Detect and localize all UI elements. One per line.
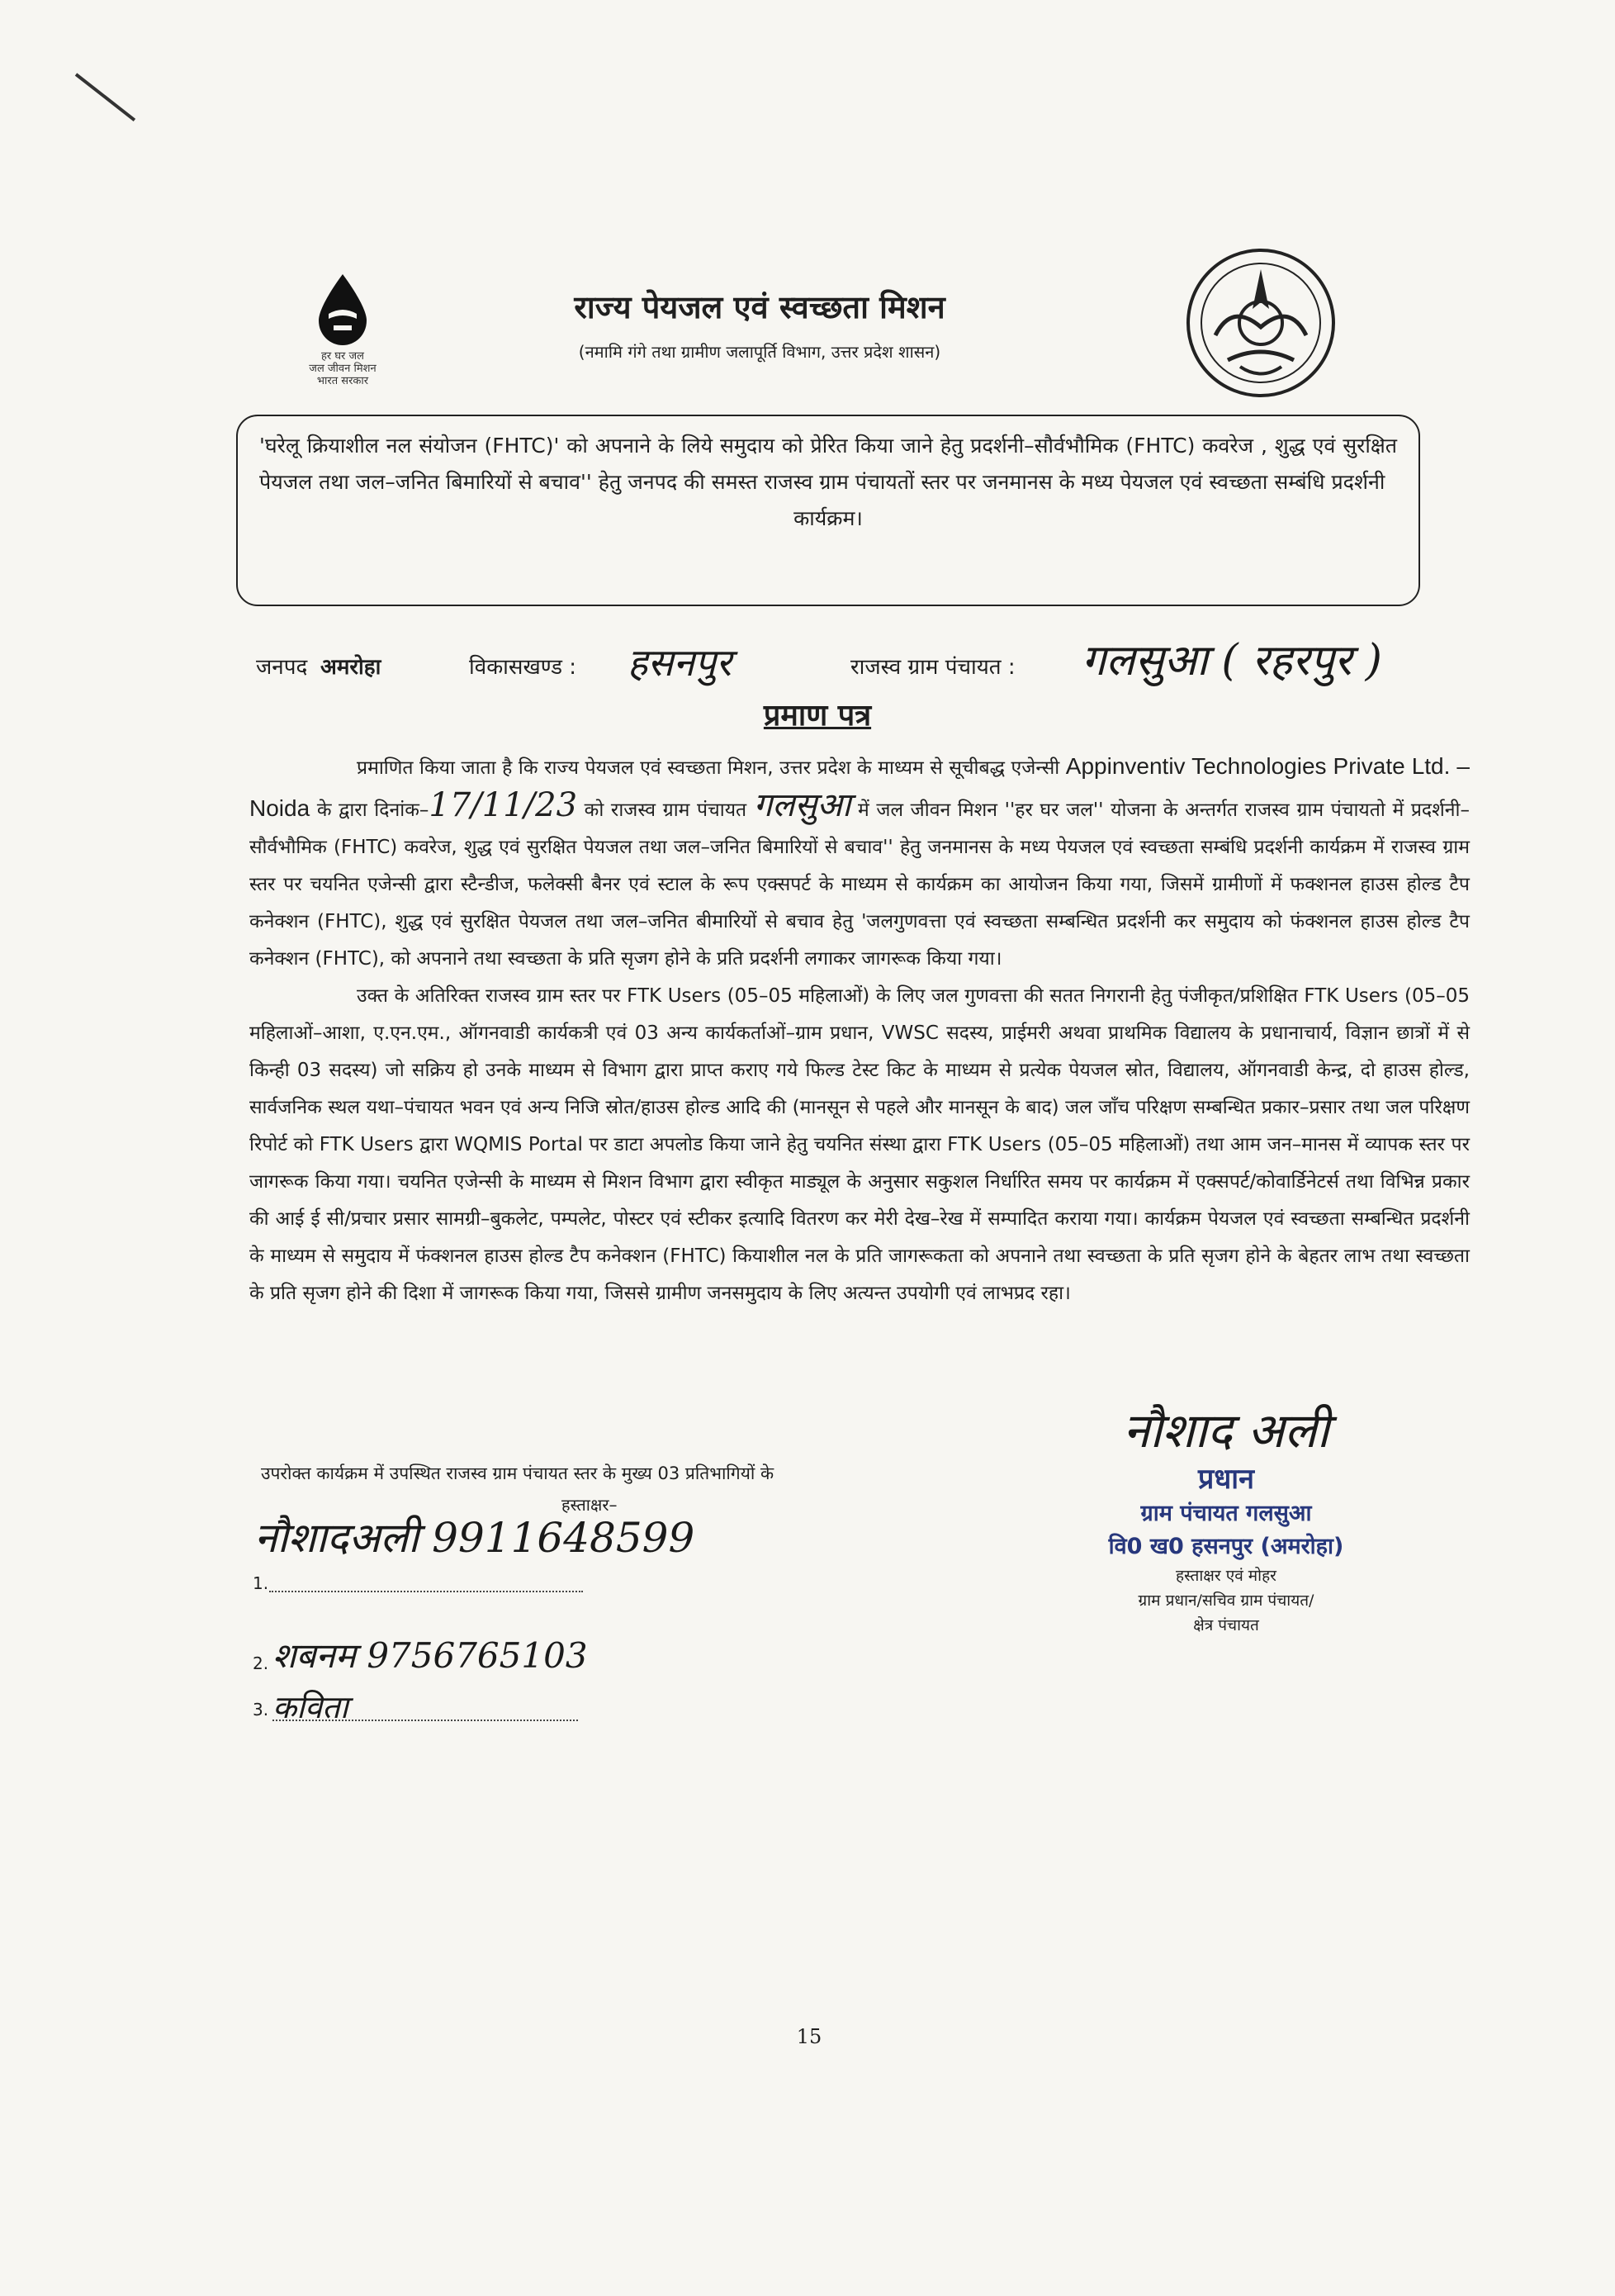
participant-3-line [272, 1720, 578, 1721]
jal-jeevan-mission-logo [281, 273, 405, 387]
pradhan-signature: नौशाद अली [1123, 1402, 1329, 1459]
stamp-sign-label: हस्ताक्षर एवं मोहर [1176, 1567, 1276, 1585]
participant-1-number: 1. [253, 1573, 269, 1593]
topic-text-end: कार्यक्रम। [793, 506, 863, 530]
block-value: हसनपुर [628, 640, 732, 685]
block-label: विकासखण्ड : [469, 655, 577, 680]
participant-2-signature: शबनम 9756765103 [272, 1635, 588, 1676]
participant-1-line [269, 1591, 583, 1592]
stamp-role-2: क्षेत्र पंचायत [1193, 1616, 1259, 1634]
header-subtitle: (नमामि गंगे तथा ग्रामीण जलापूर्ति विभाग, उत्तर प्रदेश शासन) [578, 342, 941, 362]
p1-part-a: प्रमाणित किया जाता है कि राज्य पेयजल एवं स्वच्छता मिशन, उत्तर प्रदेश के माध्यम से सूचीबद्ध एजेन्सी [357, 757, 1060, 779]
stamp-panchayat: ग्राम पंचायत गलसुआ [1140, 1501, 1312, 1526]
header-title: राज्य पेयजल एवं स्वच्छता मिशन [574, 288, 945, 325]
certificate-body [249, 747, 1470, 1312]
stamp-role-1: ग्राम प्रधान/सचिव ग्राम पंचायत/ [1138, 1592, 1314, 1610]
stamp-block: वि0 ख0 हसनपुर (अमरोहा) [1108, 1534, 1344, 1559]
agency-name: Appinventiv Technologies Private Ltd. – Noida [249, 753, 1470, 821]
programme-topic-box [236, 415, 1420, 606]
paragraph-1 [249, 747, 1470, 978]
topic-text: 'घरेलू क्रियाशील नल संयोजन (FHTC)' को अपनाने के लिये समुदाय को प्रेरित किया जाने हेतु प्रदर्शनी–सौर्वभौमिक (FHTC) कवरेज , शुद्ध एवं सुरक्षित पेयजल तथा जल–जनित बिमारियों से बचाव'' हेतु जनपद की समस्त राजस्व ग्राम पंचायतों स्तर पर जनमानस के मध्य पेयजल एवं स्वच्छता सम्बंधि प्रदर्शनी [259, 434, 1397, 494]
p1-part-b: के द्वारा दिनांक– [316, 799, 429, 821]
participant-3-signature: कविता [272, 1689, 348, 1725]
stamp-designation: प्रधान [1198, 1463, 1254, 1496]
page-number: 15 [796, 2025, 822, 2048]
p1-part-c: को राजस्व ग्राम पंचायत [584, 799, 747, 821]
panchayat-value: गलसुआ ( रहरपुर ) [1082, 636, 1382, 685]
participants-label: उपरोक्त कार्यक्रम में उपस्थित राजस्व ग्राम पंचायत स्तर के मुख्य 03 प्रतिभागियों के [261, 1463, 774, 1483]
district-value: अमरोहा [320, 655, 381, 680]
certificate-title: प्रमाण पत्र [763, 698, 872, 733]
logo-caption-3: भारत सरकार [316, 375, 369, 387]
district-label: जनपद [256, 655, 308, 680]
pradhan-stamp [1040, 1396, 1412, 1638]
water-drop-icon [314, 273, 372, 347]
logo-caption-1: हर घर जल [321, 350, 364, 363]
participant-1-signature: नौशादअली 9911648599 [254, 1514, 695, 1562]
panchayat-label: राजस्व ग्राम पंचायत : [850, 655, 1016, 680]
staple-pin [75, 73, 135, 121]
logo-caption-2: जल जीवन मिशन [309, 363, 377, 375]
p1-part-d: में जल जीवन मिशन ''हर घर जल'' योजना के अन्तर्गत राजस्व ग्राम पंचायतो में प्रदर्शनी–सौर्वभौमिक (FHTC) कवरेज, शुद्ध एवं सुरक्षित पेयजल तथा जल–जनित बिमारियों से बचाव'' हेतु जनमानस के मध्य पेयजल एवं स्वच्छता सम्बंधि प्रदर्शनी कार्यक्रम में राजस्व ग्राम स्तर पर चयनित एजेन्सी द्वारा स्टैन्डीज, फलेक्सी बैनर एवं स्टाल के रूप एक्सपर्ट के माध्यम से कार्यक्रम का आयोजन किया गया, जिसमें ग्रामीणों में फक्शनल हाउस होल्ड टैप कनेक्शन (FHTC), शुद्ध एवं सुरक्षित पेयजल तथा जल–जनित बीमारियों से बचाव हेतु 'जलगुणवत्ता एवं स्वच्छता सम्बन्धित प्रदर्शनी कर समुदाय को फंक्शनल हाउस होल्ड टैप कनेक्शन (FHTC), को अपनाने तथा स्वच्छता के प्रति सृजग होने के प्रति प्रदर्शनी लगाकर जागरूक किया गया। [249, 799, 1470, 970]
location-row [248, 636, 1569, 702]
up-government-emblem [1182, 244, 1339, 401]
participants-signature-label: हस्ताक्षर– [561, 1495, 618, 1515]
participant-2-number: 2. [253, 1653, 269, 1673]
paragraph-2: उक्त के अतिरिक्त राजस्व ग्राम स्तर पर FTK Users (05–05 महिलाओं) के लिए जल गुणवत्ता की सतत निगरानी हेतु पंजीकृत/प्रशिक्षित FTK Users (05–05 महिलाओं–आशा, ए.एन.एम., ऑगनवाडी कार्यकत्री एवं 03 अन्य कार्यकर्ताओं–ग्राम प्रधान, VWSC सदस्य, प्राईमरी अथवा प्राथमिक विद्यालय के प्रधानाचार्य, विज्ञान छात्रों में से किन्ही 03 सदस्य) जो सक्रिय हो उनके माध्यम से विभाग द्वारा प्राप्त कराए गये फिल्ड टेस्ट किट के माध्यम से प्रत्येक पेयजल स्रोत, विद्यालय, ऑगनवाडी केन्द्र, दो हाउस होल्ड, सार्वजनिक स्थल यथा–पंचायत भवन एवं अन्य निजि स्रोत/हाउस होल्ड आदि की (मानसून से पहले और मानसून के बाद) जल जाँच परिक्षण सम्बन्धित प्रकार–प्रसार तथा जल परिक्षण रिपोर्ट को FTK Users द्वारा WQMIS Portal पर डाटा अपलोड किया जाने हेतु चयनित संस्था द्वारा FTK Users (05–05 महिलाओं) तथा आम जन–मानस में व्यापक स्तर पर जागरूक किया गया। चयनित एजेन्सी के माध्यम से मिशन विभाग द्वारा स्वीकृत माड्यूल के अनुसार सकुशल निर्धारित समय पर कार्यक्रम में एक्सपर्ट/कोवार्डिनेटर्स तथा विभिन्न प्रकार की आई ई सी/प्रचार प्रसार सामग्री–बुकलेट, पम्पलेट, पोस्टर एवं स्टीकर इत्यादि वितरण कर मेरी देख–रेख में सम्पादित कराया गया। कार्यक्रम पेयजल एवं स्वच्छता सम्बन्धित प्रदर्शनी के माध्यम से समुदाय में फंक्शनल हाउस होल्ड टैप कनेक्शन (FHTC) कियाशील नल के प्रति जागरूकता को अपनाने तथा स्वच्छता के प्रति सृजग होने के बेहतर लाभ तथा स्वच्छता के प्रति सृजग होने की दिशा में जागरूक किया गया, जिससे ग्रामीण जनसमुदाय के लिए अत्यन्त उपयोगी एवं लाभप्रद रहा। [249, 985, 1470, 1304]
village-name: गलसुआ [753, 786, 851, 824]
participant-3-number: 3. [253, 1700, 269, 1720]
programme-date: 17/11/23 [429, 786, 578, 824]
